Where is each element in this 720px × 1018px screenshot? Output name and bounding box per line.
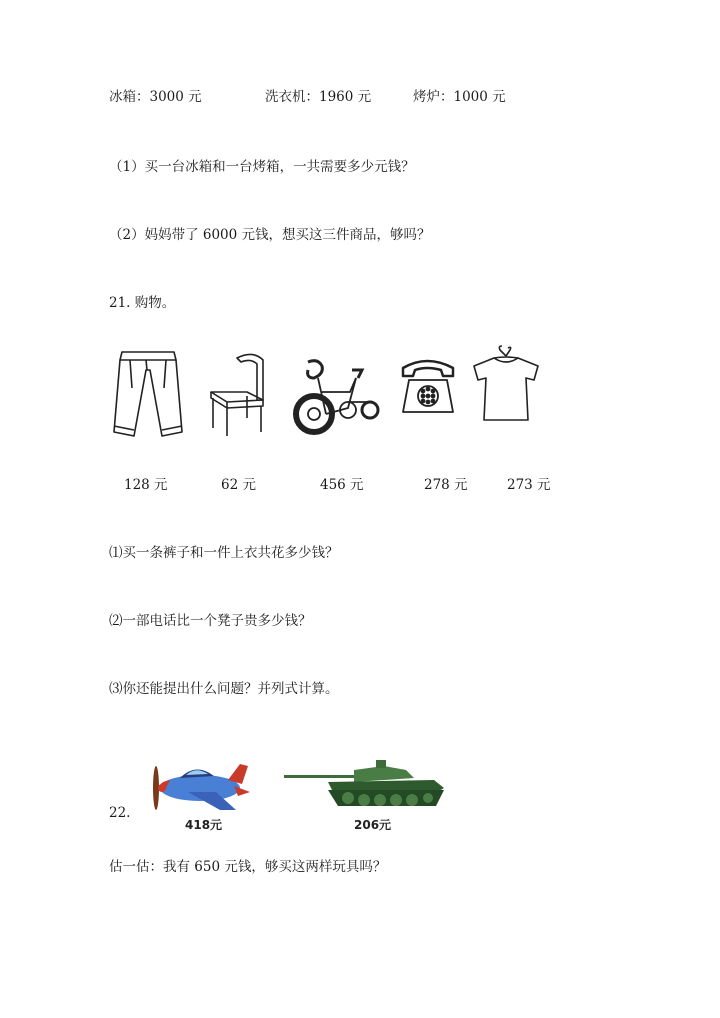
q22-question: 估一估：我有 650 元钱，够买这两样玩具吗？ xyxy=(109,859,387,875)
q20-sub2: （2）妈妈带了 6000 元钱，想买这三件商品，够吗？ xyxy=(109,227,431,243)
q20-sub1: （1）买一台冰箱和一台烤箱，一共需要多少元钱？ xyxy=(109,159,415,175)
airplane-price: 418元 xyxy=(185,818,223,832)
tricycle-price: 456 元 xyxy=(320,477,364,493)
q21-sub3: ⑶你还能提出什么问题？并列式计算。 xyxy=(109,681,339,697)
tank-price: 206元 xyxy=(354,818,392,832)
q22-number: 22. xyxy=(109,805,131,821)
tshirt-icon xyxy=(470,344,542,422)
oven-price: 烤炉：1000 元 xyxy=(413,89,506,105)
chair-icon xyxy=(207,352,269,438)
washer-price: 洗衣机：1960 元 xyxy=(265,89,372,105)
chair-price: 62 元 xyxy=(221,477,256,493)
pants-price: 128 元 xyxy=(124,477,168,493)
pants-icon xyxy=(110,348,186,440)
tshirt-price: 273 元 xyxy=(507,477,551,493)
q21-sub2: ⑵一部电话比一个凳子贵多少钱？ xyxy=(109,613,312,629)
tricycle-icon xyxy=(292,356,380,436)
fridge-price: 冰箱：3000 元 xyxy=(109,89,202,105)
airplane-icon xyxy=(150,758,252,812)
q21-sub1: ⑴买一条裤子和一件上衣共花多少钱？ xyxy=(109,545,339,561)
tank-icon xyxy=(284,760,450,808)
telephone-price: 278 元 xyxy=(424,477,468,493)
telephone-icon xyxy=(397,358,459,418)
q21-title: 21. 购物。 xyxy=(109,295,176,311)
